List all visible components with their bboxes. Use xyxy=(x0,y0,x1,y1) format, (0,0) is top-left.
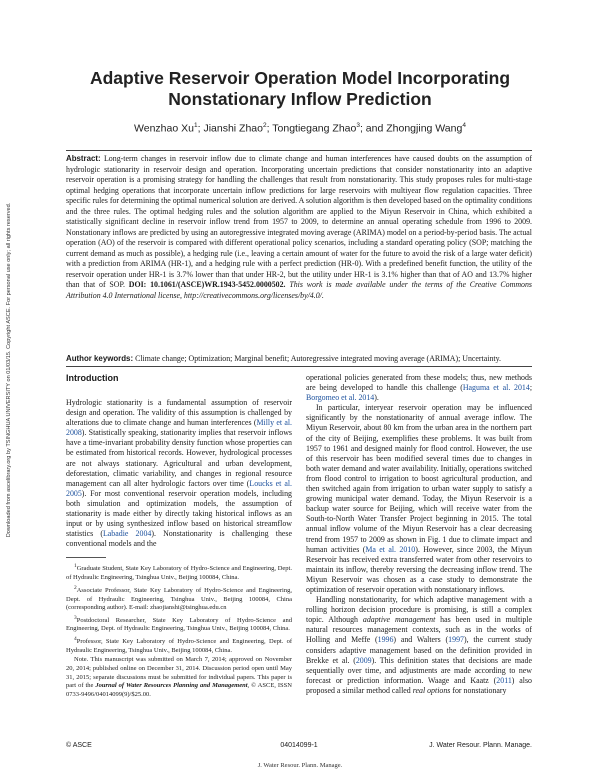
text-run: ; xyxy=(529,383,533,393)
text-run: ). For most conventional reservoir operation models, including both simulation and optimization models, the assumption of stationarity is made either by directly taking historical inflows as an input or by using synthesized inflow based on historical streamflow statistics ( xyxy=(66,488,292,539)
paper-title xyxy=(60,68,540,110)
author-affiliation-mark: 1 xyxy=(193,122,198,129)
footnotes xyxy=(66,562,292,699)
author-keywords xyxy=(66,354,532,365)
footnote-3 xyxy=(66,614,292,634)
text-run: ) and Walters ( xyxy=(393,635,449,645)
doi-link[interactable]: DOI: 10.1061/(ASCE)WR.1943-5452.0000502. xyxy=(128,280,286,289)
text-run: has been used in multiple natural resources management contexts, such as in the works of Holling and Meffe ( xyxy=(306,615,532,645)
citation-link[interactable]: Loucks et al. 2005 xyxy=(66,478,292,498)
text-run: ), the current study considers adaptive management based on the definition provided in Brekke et al. ( xyxy=(306,635,532,665)
title-line-2: Nonstationary Inflow Prediction xyxy=(168,89,432,109)
keywords-text: Climate change; Optimization; Marginal benefit; Autoregressive integrated moving average (ARIMA); Uncertainty. xyxy=(135,354,501,363)
author-name: Wenzhao Xu xyxy=(134,122,194,135)
license-end: . xyxy=(321,290,324,300)
section-heading-introduction: Introduction xyxy=(66,373,119,383)
footnote-text: Associate Professor, State Key Laboratory of Hydro-Science and Engineering, Dept. of Hydraulic Engineering, Tsinghua Univ., Beijing 100084, China (corresponding author). E-mail: zhaojianshi@tsinghua.edu.cn xyxy=(66,586,292,612)
citation-link[interactable]: Labadie 2004 xyxy=(102,529,152,539)
author-separator: ; and xyxy=(359,122,387,135)
right-column xyxy=(306,373,532,696)
citation-link[interactable]: Haguma et al. 2014 xyxy=(462,383,530,393)
citation-link[interactable]: 1997 xyxy=(448,635,464,645)
intro-paragraph-1 xyxy=(66,398,292,549)
license-link[interactable]: http://creativecommons.org/licenses/by/4.0/ xyxy=(183,290,322,300)
footnote-separator xyxy=(66,557,106,558)
footnote-2 xyxy=(66,584,292,613)
citation-link[interactable]: 2009 xyxy=(355,655,372,665)
text-run: Hydrologic stationarity is a fundamental assumption of reservoir design and operation. The validity of this assumption is challenged by alterations due to climate change and human interferences ( xyxy=(66,398,292,428)
citation-link[interactable]: Ma et al. 2010 xyxy=(365,544,416,554)
footnote-mark: 3 xyxy=(74,614,77,621)
citation-link[interactable]: 1996 xyxy=(377,635,394,645)
text-run: real options xyxy=(412,685,451,695)
submission-note xyxy=(66,656,292,699)
author-name: Zhongjing Wang xyxy=(386,122,463,135)
text-run: ). However, since 2003, the Miyun Reservoir has received extra transferred water from other reservoirs to maintain its inflow, thereby reversing the decreasing inflow trend. The Miyun Reservoir was chosen as a case study to demonstrate the optimization of reservoir operation with nonstationary inflows. xyxy=(306,544,532,594)
author-name: Tongtiegang Zhao xyxy=(272,122,357,135)
abstract-text: Long-term changes in reservoir inflow due to climate change and human interferences have caused doubts on the assumption of hydrologic stationarity in reservoir design and operation. Incorporating uncertain predictions that consider nonstationarity into an adaptive reservoir operation is a promising strategy for handling the challenges that result from nonstationarity. This study proposes rules for multi-stage optimal hedging operations that incorporate uncertain inflow predictions for large reservoirs with multiyear flow regulation capacities. Three specific rules for determining the optimal numerical solution are derived. A solution algorithm is then developed based on the optimality conditions and the three rules. The optimal hedging rules and the solution algorithm are applied to the Miyun Reservoir in China, which exhibited a statistically significant decline in reservoir inflow trend from 1957 to 2009, to determine an annual operating schedule from 1996 to 2009. Nonstationary inflows are predicted by using an autoregressive integrated moving average (ARIMA) model on a period-by-period basis. The actual operation (AO) of the reservoir is compared with different operational policy scenarios, including a standard operating policy (SOP; matching the current demand as much as possible), a hedging rule (i.e., leaving a certain amount of water for the future to avoid the risk of a large water deficit) with a prediction from ARIMA (HR-1), and a hedging rule with a perfect prediction (HR-0). With a predefined benefit function, the utility of the reservoir operation under HR-1 is 3.7% lower than that under HR-2, but the utility under HR-1 is 3.1% higher than that of AO and 13.7% higher than that of SOP. xyxy=(66,154,532,289)
title-line-1: Adaptive Reservoir Operation Model Incorporating xyxy=(89,68,511,88)
footnote-text: Graduate Student, State Key Laboratory of Hydro-Science and Engineering, Dept. of Hydraulic Engineering, Tsinghua Univ., Beijing 100084, China. xyxy=(66,565,292,582)
text-run: adaptive management xyxy=(362,615,436,625)
note-text: Note. This manuscript was submitted on March 7, 2014; approved on November 20, 2014; published online on December 31, 2014. Discussion period open until May 31, 2015; separate discussions must be submitted for individual papers. This paper is part of the xyxy=(66,656,292,690)
author-name: Jianshi Zhao xyxy=(203,122,263,135)
note-text: , © ASCE, ISSN 0733-9496/04014099(9)/$25.00. xyxy=(66,682,292,698)
citation-link[interactable]: Milly et al. 2008 xyxy=(66,418,292,438)
footnote-1 xyxy=(66,562,292,582)
text-run: ) also proposed a similar method called xyxy=(306,675,532,695)
text-run: operational policies generated from these models; thus, new methods are being developed to handle this challenge ( xyxy=(306,373,532,393)
author-affiliation-mark: 3 xyxy=(356,122,360,129)
download-notice xyxy=(4,150,13,590)
license-text: This work is made available under the terms of the Creative Commons Attribution 4.0 International license, xyxy=(66,280,532,300)
footer-copyright: © ASCE xyxy=(66,742,92,749)
abstract-label: Abstract: xyxy=(66,154,101,163)
footnote-4 xyxy=(66,635,292,655)
download-notice-text: Downloaded from ascelibrary.org by TSINGHUA UNIVERSITY on 01/03/15. Copyright ASCE. For personal use only; all rights reserved. xyxy=(5,202,12,538)
text-run: ). This definition states that decisions are made sequentially over time, and adjustments are made according to new forecast or prediction information. Waage and Kaatz ( xyxy=(306,655,532,685)
footer-page-id: 04014099-1 xyxy=(280,742,318,749)
text-run: ). Nonstationarity is challenging these conventional models and the xyxy=(66,529,292,549)
text-run: ). Statistically speaking, stationarity implies that reservoir inflows have a time-invariant probability density function whose properties can be estimated from historical records. However, hydrological processes are not always stationary. Agricultural and urban development, deforestation, climatic variability, and changes in regional resource management can all alter hydrologic factors over time ( xyxy=(66,428,292,488)
author-separator: ; xyxy=(266,122,273,135)
footnote-text: Postdoctoral Researcher, State Key Laboratory of Hydro-Science and Engineering, Dept. of Hydraulic Engineering, Tsinghua Univ., Beijing 100084, China. xyxy=(66,616,292,633)
running-footer: J. Water Resour. Plann. Manage. xyxy=(257,762,343,769)
author-affiliation-mark: 2 xyxy=(262,122,267,129)
text-run: ). xyxy=(374,393,379,403)
author-affiliation-mark: 4 xyxy=(462,122,466,129)
citation-link[interactable]: 2011 xyxy=(496,675,512,685)
text-run: In particular, interyear reservoir operation may be influenced significantly by the nonstationarity of annual average inflow. The Miyun Reservoir, about 80 km from the urban area in the northern part of the city of Beijing, exemplifies these problems. It was built from 1957 to 1961 and designed mainly for flood control. However, the use of this reservoir has been modified several times due to changes in both water demand and water availability. Initially, operations switched from flood control to irrigation to boost agricultural production, and then switched again from irrigation to urban water supply to satisfy a growing municipal water demand. Today, the Miyun Reservoir is a backup water source for Beijing, which will receive water from the South-to-North Water Transfer Project beginning in 2015. The total annual inflow volume of the Miyun Reservoir has a clear decreasing trend from 1957 to 2009 as shown in Fig. 1 due to climate impact and human activities ( xyxy=(306,403,532,554)
footnote-mark: 2 xyxy=(74,584,77,591)
top-divider xyxy=(66,150,532,151)
footnote-mark: 1 xyxy=(74,563,77,570)
left-column xyxy=(66,373,292,700)
bottom-divider xyxy=(66,366,532,367)
author-list xyxy=(60,122,540,135)
citation-link[interactable]: Borgomeo et al. 2014 xyxy=(306,393,375,403)
footnote-mark: 4 xyxy=(74,636,77,643)
footer-journal: J. Water Resour. Plann. Manage. xyxy=(429,742,532,749)
author-separator: ; xyxy=(197,122,204,135)
journal-name: Journal of Water Resources Planning and Management xyxy=(95,682,248,690)
intro-paragraph-3 xyxy=(306,595,532,696)
footnote-text: Professor, State Key Laboratory of Hydro-Science and Engineering, Dept. of Hydraulic Engineering, Tsinghua Univ., Beijing 100084, China. xyxy=(66,638,292,654)
keywords-label: Author keywords: xyxy=(66,354,134,363)
text-run: Handling nonstationarity, for which adaptive management with a rolling horizon decision procedure is promising, is still a complex topic. Although xyxy=(306,595,532,625)
intro-paragraph-continued xyxy=(306,373,532,403)
text-run: for nonstationary xyxy=(450,685,507,695)
abstract xyxy=(66,154,532,301)
intro-paragraph-2 xyxy=(306,403,532,595)
